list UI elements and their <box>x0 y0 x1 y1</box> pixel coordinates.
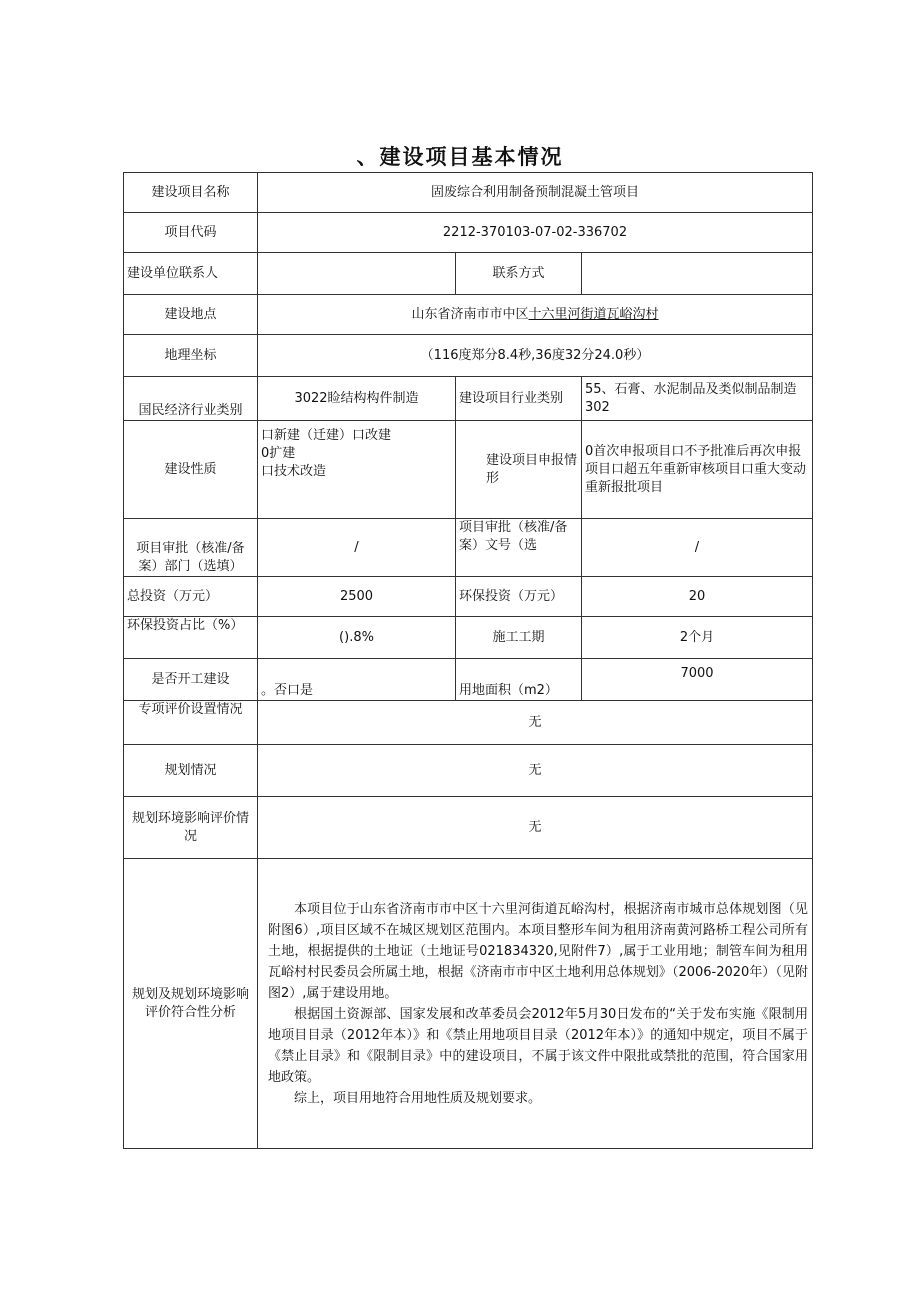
industry-label: 国民经济行业类别 <box>124 377 258 421</box>
env-invest-label: 环保投资（万元） <box>456 577 582 617</box>
table-row <box>124 295 813 335</box>
location-village: 瓦峪沟村 <box>606 306 659 322</box>
conformity-label: 规划及规划环境影响评价符合性分析 <box>124 859 258 1149</box>
apply-label: 建设项目申报情形 <box>456 421 582 519</box>
table-row <box>124 421 813 519</box>
contact-label: 建设单位联系人 <box>124 253 258 295</box>
table-row <box>124 745 813 797</box>
project-info-table <box>123 172 813 1149</box>
approval-dept-label: 项目审批（核准/备案）部门（选填） <box>124 519 258 577</box>
planning-label: 规划情况 <box>124 745 258 797</box>
table-row <box>124 519 813 577</box>
project-code-label: 项目代码 <box>124 213 258 253</box>
nature-label: 建设性质 <box>124 421 258 519</box>
table-row <box>124 377 813 421</box>
table-row <box>124 577 813 617</box>
special-eval-label: 专项评价设置情况 <box>124 701 258 745</box>
table-row <box>124 253 813 295</box>
total-invest-value: 2500 <box>258 577 456 617</box>
env-invest-value: 20 <box>582 577 813 617</box>
contact-method-value <box>582 253 813 295</box>
special-eval-value: 无 <box>258 701 813 745</box>
coord-label: 地理坐标 <box>124 335 258 377</box>
approval-doc-label: 项目审批（核准/备案）文号（选 <box>456 519 582 577</box>
conformity-paragraph-1: 本项目位于山东省济南市市中区十六里河街道瓦峪沟村，根据济南市城市总体规划图（见附图6）,项目区域不在城区规划区范围内。本项目整形车间为租用济南黄河路桥工程公司所有土地，根据提供的土地证（土地证号021834320,见附件7）,属于工业用地；制管车间为租用瓦峪村村民委员会所属土地，根据《济南市市中区土地利用总体规划》（2006-2020年）（见附图2）,属于建设用地。 <box>268 901 808 1001</box>
planning-value: 无 <box>258 745 813 797</box>
conformity-paragraph-3: 综上，项目用地符合用地性质及规划要求。 <box>294 1090 542 1106</box>
env-ratio-label: 环保投资占比（%） <box>124 617 258 659</box>
location-street: 十六里河街道 <box>528 306 607 322</box>
project-industry-label: 建设项目行业类别 <box>456 377 582 421</box>
approval-doc-value: / <box>582 519 813 577</box>
table-row <box>124 335 813 377</box>
location-prefix: 山东省济南市市中区 <box>411 306 529 322</box>
env-ratio-value: ().8% <box>258 617 456 659</box>
location-label: 建设地点 <box>124 295 258 335</box>
area-value: 7000 <box>582 659 813 701</box>
planning-env-value: 无 <box>258 797 813 859</box>
period-value: 2个月 <box>582 617 813 659</box>
conformity-paragraph-2: 根据国土资源部、国家发展和改革委员会2012年5月30日发布的“关于发布实施《限制用地项目目录（2012年本）》和《禁止用地项目目录（2012年本）》的通知中规定，项目不属于《禁止目录》和《限制目录》中的建设项目，不属于该文件中限批或禁批的范围，符合国家用地政策。 <box>268 1006 808 1085</box>
industry-value: 3022睑结构构件制造 <box>258 377 456 421</box>
nature-value <box>258 421 456 519</box>
nature-option-2: 0扩建 <box>261 446 296 461</box>
table-row <box>124 617 813 659</box>
area-label: 用地面积（m2） <box>456 659 582 701</box>
table-row <box>124 659 813 701</box>
table-row <box>124 213 813 253</box>
project-name-value: 固废综合利用制备预制混凝土管项目 <box>258 173 813 213</box>
approval-dept-value: / <box>258 519 456 577</box>
location-value <box>258 295 813 335</box>
started-label: 是否开工建设 <box>124 659 258 701</box>
total-invest-label: 总投资（万元） <box>124 577 258 617</box>
table-row <box>124 701 813 745</box>
contact-value <box>258 253 456 295</box>
started-value: 。否口是 <box>258 659 456 701</box>
table-row <box>124 797 813 859</box>
contact-method-label: 联系方式 <box>456 253 582 295</box>
project-code-value: 2212-370103-07-02-336702 <box>258 213 813 253</box>
apply-value: 0首次申报项目口不予批准后再次申报项目口超五年重新审核项目口重大变动重新报批项目 <box>582 421 813 519</box>
page-title: 、建设项目基本情况 <box>356 145 564 169</box>
nature-option-1: 口新建（迁建）口改建 <box>261 428 392 443</box>
planning-env-label: 规划环境影响评价情况 <box>124 797 258 859</box>
conformity-analysis <box>258 859 813 1149</box>
table-row <box>124 859 813 1149</box>
nature-option-3: 口技术改造 <box>261 464 327 479</box>
project-industry-value: 55、石膏、水泥制品及类似制品制造302 <box>582 377 813 421</box>
project-name-label: 建设项目名称 <box>124 173 258 213</box>
table-row <box>124 173 813 213</box>
period-label: 施工工期 <box>456 617 582 659</box>
coord-value: （116度郑分8.4秒,36度32分24.0秒） <box>258 335 813 377</box>
